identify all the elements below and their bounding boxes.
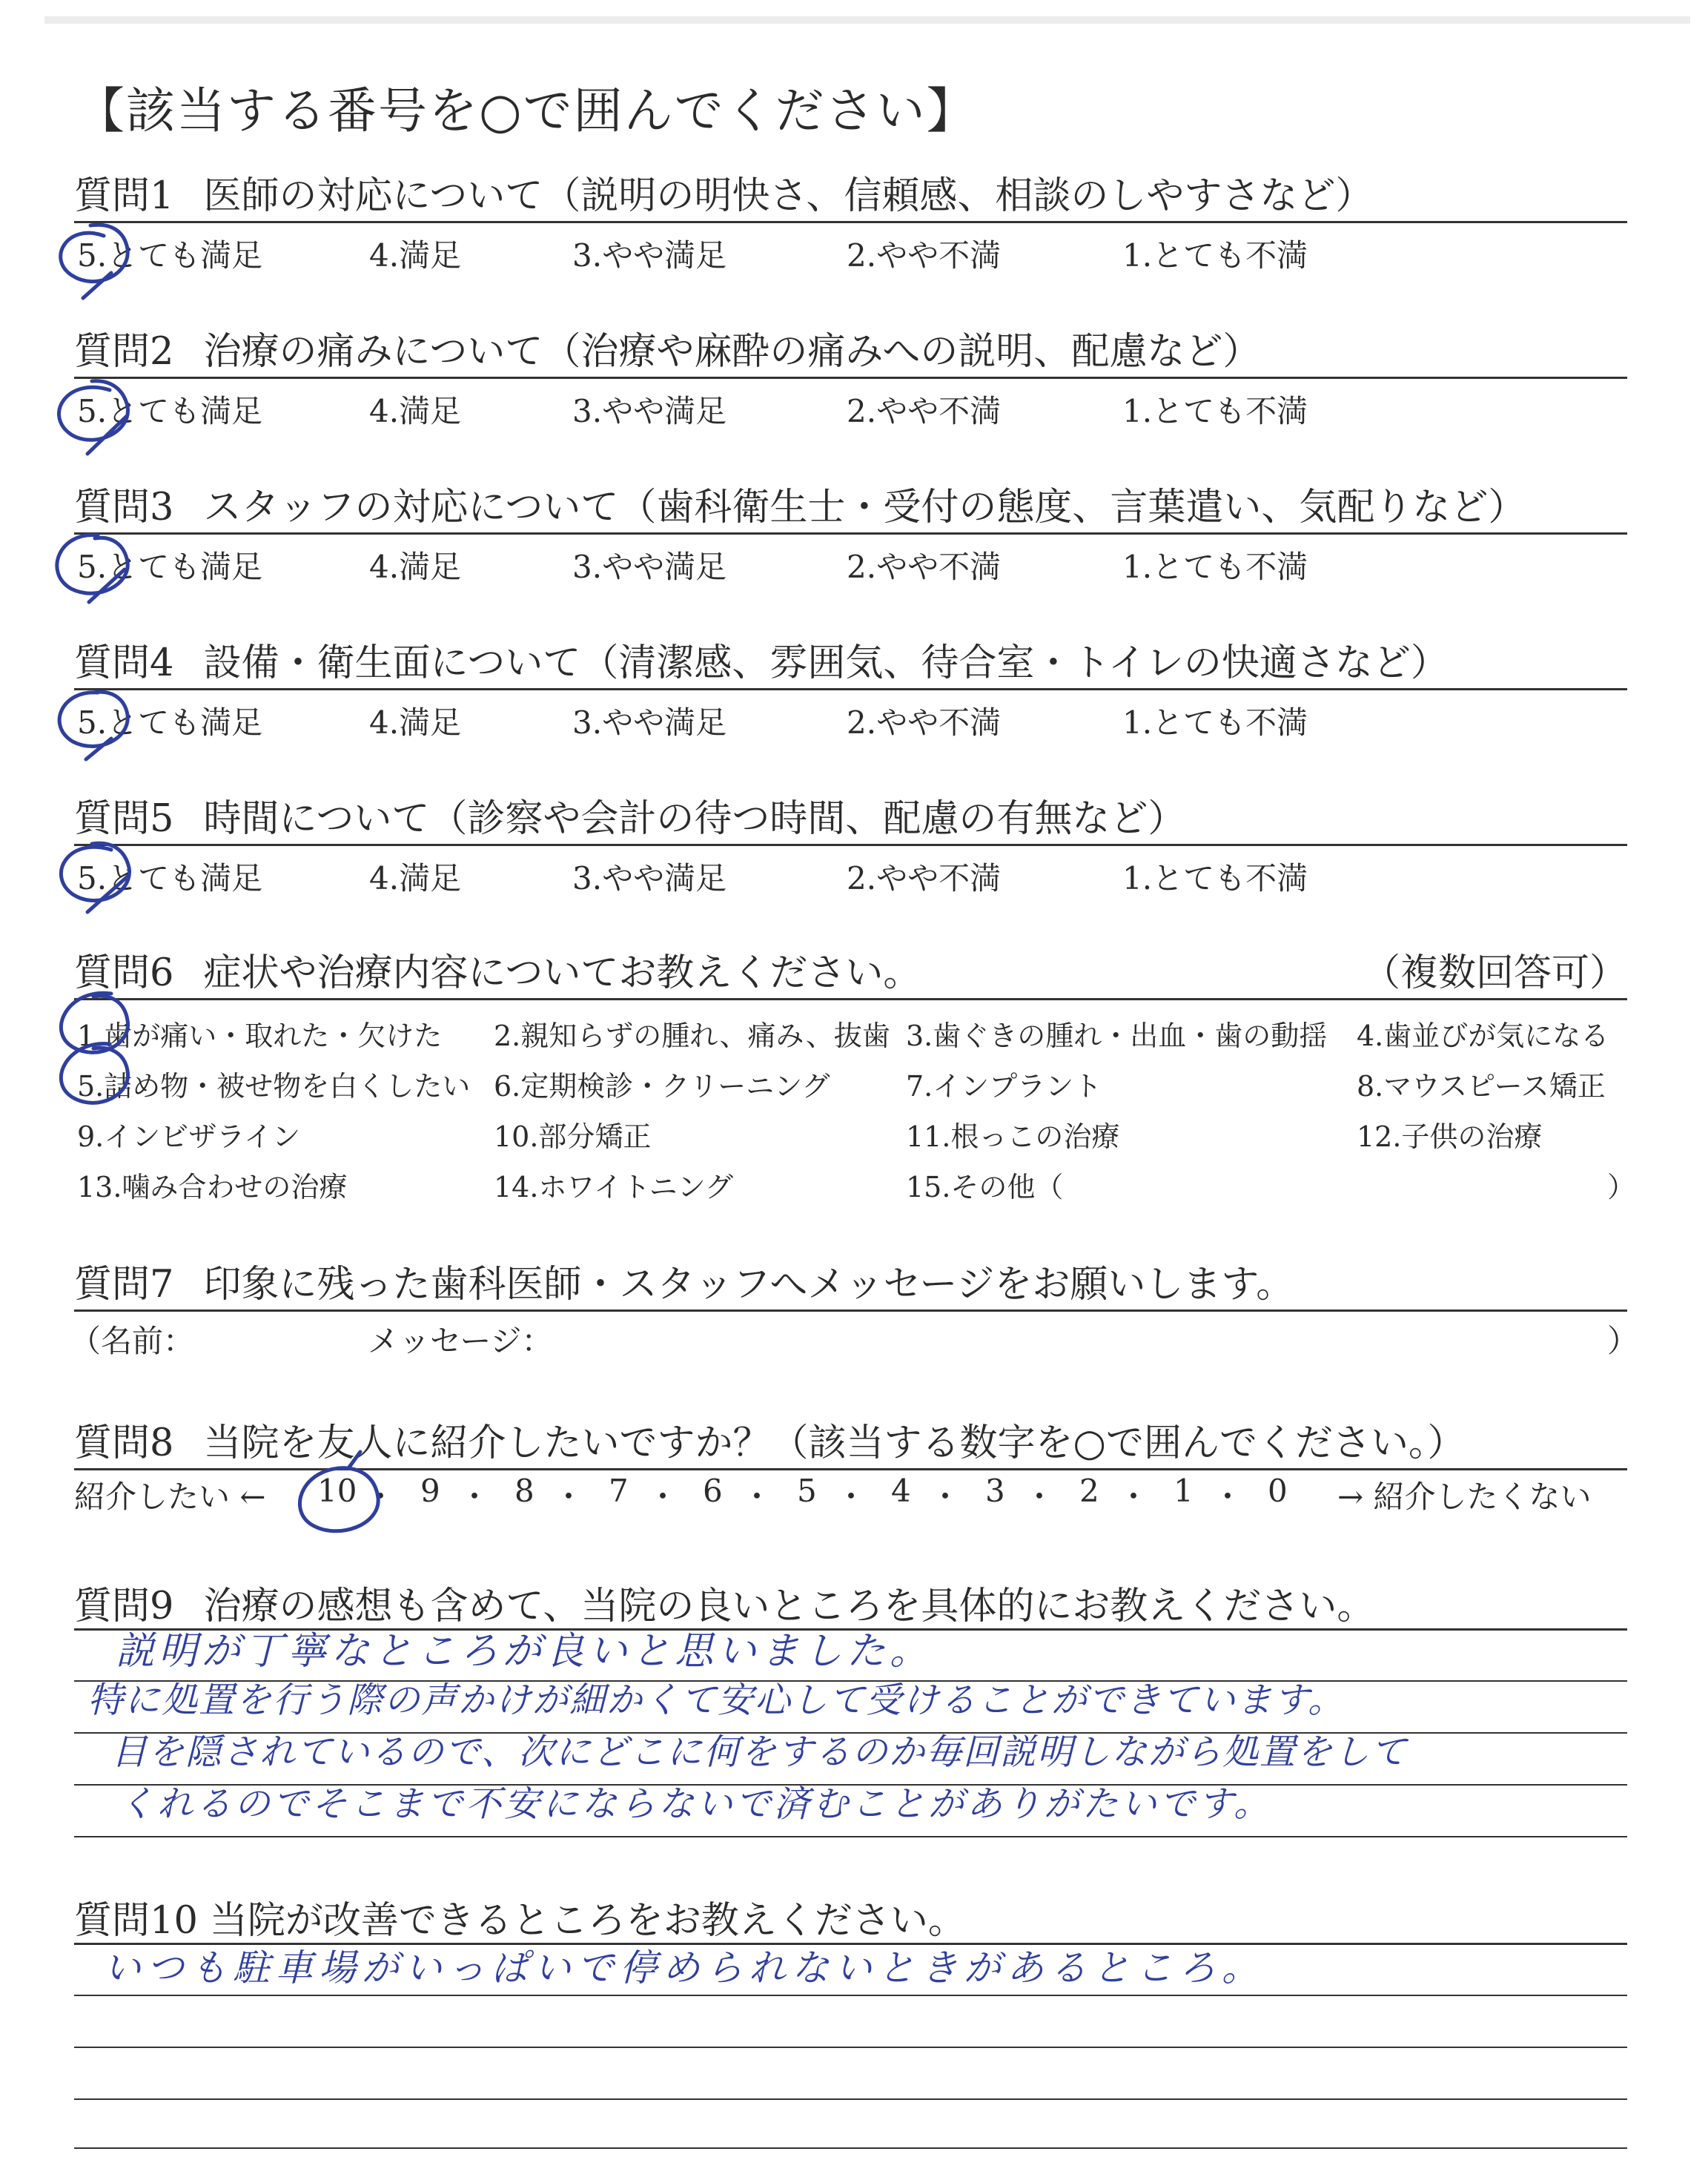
scale-separator: ・ xyxy=(741,1479,773,1515)
recommend-score-4[interactable]: 4 xyxy=(891,1473,911,1509)
q4-option-4[interactable]: 4.満足 xyxy=(369,704,462,741)
question-4 xyxy=(74,632,1449,687)
q5-option-5[interactable]: 5.とても満足 xyxy=(77,860,263,896)
q1-option-3[interactable]: 3.やや満足 xyxy=(572,237,727,274)
page-title: 【該当する番号を○で囲んでください】 xyxy=(76,82,977,139)
recommend-score-8[interactable]: 8 xyxy=(514,1473,534,1509)
question-text: スタッフの対応について（歯科衛生士・受付の態度、言葉遣い、気配りなど） xyxy=(203,486,1526,529)
question-number: 質問5 xyxy=(74,797,174,841)
scale-separator: ・ xyxy=(1212,1479,1244,1515)
scale-separator: ・ xyxy=(930,1479,961,1515)
q6-option-11[interactable]: 11.根っこの治療 xyxy=(906,1120,1120,1153)
question-number: 質問3 xyxy=(74,486,174,529)
question-text: 設備・衛生面について（清潔感、雰囲気、待合室・トイレの快適さなど） xyxy=(203,641,1449,685)
q10-answer-line-1[interactable]: いつも駐車場がいっぱいで停められないときがあるところ。 xyxy=(104,1946,1265,1989)
answer-line xyxy=(74,2147,1627,2149)
question-8 xyxy=(74,1412,1465,1467)
divider xyxy=(74,221,1627,223)
q2-option-4[interactable]: 4.満足 xyxy=(369,393,462,429)
q9-answer-line-1[interactable]: 説明が丁寧なところが良いと思いました。 xyxy=(116,1629,933,1674)
q9-answer-line-2[interactable]: 特に処置を行う際の声かけが細かくて安心して受けることができています。 xyxy=(87,1680,1345,1721)
q6-option-5[interactable]: 5.詰め物・被せ物を白くしたい xyxy=(77,1070,471,1103)
q6-option-9[interactable]: 9.インビザライン xyxy=(77,1120,301,1153)
q1-option-2[interactable]: 2.やや不満 xyxy=(847,237,1002,274)
question-number: 質問8 xyxy=(74,1421,174,1465)
q4-option-5[interactable]: 5.とても満足 xyxy=(77,704,263,741)
question-text: 印象に残った歯科医師・スタッフへメッセージをお願いします。 xyxy=(203,1263,1294,1307)
scale-separator: ・ xyxy=(1118,1479,1150,1515)
q4-option-2[interactable]: 2.やや不満 xyxy=(847,704,1002,741)
question-3 xyxy=(74,476,1526,531)
answer-line xyxy=(74,1836,1627,1837)
scale-separator: ・ xyxy=(365,1479,397,1515)
message-label: メッセージ： xyxy=(368,1323,553,1359)
message-close: ） xyxy=(1607,1323,1639,1359)
recommend-score-1[interactable]: 1 xyxy=(1174,1473,1194,1509)
question-10 xyxy=(74,1889,966,1944)
question-text: 当院を友人に紹介したいですか？（該当する数字を○で囲んでください。） xyxy=(203,1421,1466,1465)
recommend-left-label: 紹介したい ← xyxy=(74,1479,266,1515)
scale-separator: ・ xyxy=(553,1479,585,1515)
answer-line xyxy=(74,2047,1627,2048)
question-text: 症状や治療内容についてお教えください。 xyxy=(203,951,921,995)
recommend-score-2[interactable]: 2 xyxy=(1079,1473,1099,1509)
scale-separator: ・ xyxy=(459,1479,491,1515)
q2-option-3[interactable]: 3.やや満足 xyxy=(572,393,727,429)
recommend-right-label: → 紹介したくない xyxy=(1337,1479,1592,1515)
q6-option-6[interactable]: 6.定期検診・クリーニング xyxy=(494,1070,830,1103)
recommend-score-0[interactable]: 0 xyxy=(1268,1473,1288,1509)
q1-option-5[interactable]: 5.とても満足 xyxy=(77,237,263,274)
q9-answer-line-3[interactable]: 目を隠されているので、次にどこに何をするのか毎回説明しながら処置をして xyxy=(111,1731,1409,1773)
recommend-score-6[interactable]: 6 xyxy=(703,1473,723,1509)
divider xyxy=(74,688,1627,690)
q4-option-1[interactable]: 1.とても不満 xyxy=(1122,704,1308,741)
q9-answer-line-4[interactable]: くれるのでそこまで不安にならないで済むことがありがたいです。 xyxy=(119,1783,1273,1825)
q4-option-3[interactable]: 3.やや満足 xyxy=(572,704,727,741)
q6-option-7[interactable]: 7.インプラント xyxy=(906,1070,1102,1103)
q3-option-5[interactable]: 5.とても満足 xyxy=(77,549,263,585)
name-label: （名前： xyxy=(70,1323,195,1359)
question-text: 当院が改善できるところをお教えください。 xyxy=(209,1899,966,1943)
q6-option-1[interactable]: 1.歯が痛い・取れた・欠けた xyxy=(77,1020,443,1052)
scan-top-edge xyxy=(44,16,1690,24)
divider xyxy=(74,377,1627,379)
q6-option-4[interactable]: 4.歯並びが気になる xyxy=(1357,1020,1609,1052)
q3-option-4[interactable]: 4.満足 xyxy=(369,549,462,585)
question-number: 質問9 xyxy=(74,1585,174,1628)
scale-separator: ・ xyxy=(647,1479,679,1515)
q1-option-1[interactable]: 1.とても不満 xyxy=(1122,237,1308,274)
divider xyxy=(74,844,1627,846)
q6-option-13[interactable]: 13.噛み合わせの治療 xyxy=(77,1171,348,1203)
q3-option-3[interactable]: 3.やや満足 xyxy=(572,549,727,585)
q6-option-8[interactable]: 8.マウスピース矯正 xyxy=(1357,1070,1606,1103)
q1-option-4[interactable]: 4.満足 xyxy=(369,237,462,274)
question-number: 質問1 xyxy=(74,174,174,218)
q5-option-3[interactable]: 3.やや満足 xyxy=(572,860,727,896)
question-5 xyxy=(74,787,1185,842)
q3-option-1[interactable]: 1.とても不満 xyxy=(1122,549,1308,585)
question-text: 医師の対応について（説明の明快さ、信頼感、相談のしやすさなど） xyxy=(203,174,1374,218)
answer-line xyxy=(74,1995,1627,1996)
question-text: 治療の痛みについて（治療や麻酔の痛みへの説明、配慮など） xyxy=(203,330,1261,374)
question-6 xyxy=(74,942,921,997)
question-text: 治療の感想も含めて、当院の良いところを具体的にお教えください。 xyxy=(203,1585,1375,1628)
q6-option-10[interactable]: 10.部分矯正 xyxy=(494,1120,652,1153)
question-2 xyxy=(74,320,1260,375)
q6-option-2[interactable]: 2.親知らずの腫れ、痛み、抜歯 xyxy=(494,1020,890,1052)
recommend-score-9[interactable]: 9 xyxy=(420,1473,440,1509)
recommend-score-7[interactable]: 7 xyxy=(609,1473,629,1509)
question-number: 質問10 xyxy=(74,1899,198,1943)
divider xyxy=(74,1309,1627,1312)
q2-option-2[interactable]: 2.やや不満 xyxy=(847,393,1002,429)
question-text: 時間について（診察や会計の待つ時間、配慮の有無など） xyxy=(203,797,1186,841)
answer-line xyxy=(74,2098,1627,2100)
q2-option-1[interactable]: 1.とても不満 xyxy=(1122,393,1308,429)
divider xyxy=(74,998,1627,1000)
q6-option-14[interactable]: 14.ホワイトニング xyxy=(494,1171,734,1203)
q3-option-2[interactable]: 2.やや不満 xyxy=(847,549,1002,585)
scale-separator: ・ xyxy=(1024,1479,1056,1515)
divider xyxy=(74,532,1627,535)
recommend-score-10[interactable]: 10 xyxy=(317,1473,357,1509)
q6-option-15-close: ） xyxy=(1607,1171,1636,1203)
q6-option-3[interactable]: 3.歯ぐきの腫れ・出血・歯の動揺 xyxy=(906,1020,1328,1052)
q6-option-12[interactable]: 12.子供の治療 xyxy=(1357,1120,1543,1153)
multiple-answers-note: （複数回答可） xyxy=(1363,951,1628,995)
question-number: 質問4 xyxy=(74,641,174,685)
q6-option-15[interactable]: 15.その他（ xyxy=(906,1171,1064,1203)
question-number: 質問2 xyxy=(74,330,174,374)
question-number: 質問7 xyxy=(74,1263,174,1307)
divider xyxy=(74,1468,1627,1470)
q5-option-2[interactable]: 2.やや不満 xyxy=(847,860,1002,896)
scale-separator: ・ xyxy=(835,1479,867,1515)
question-1 xyxy=(74,165,1373,219)
q5-option-1[interactable]: 1.とても不満 xyxy=(1122,860,1308,896)
recommend-score-3[interactable]: 3 xyxy=(985,1473,1005,1509)
q2-option-5[interactable]: 5.とても満足 xyxy=(77,393,263,429)
q5-option-4[interactable]: 4.満足 xyxy=(369,860,462,896)
question-7 xyxy=(74,1253,1294,1308)
question-number: 質問6 xyxy=(74,951,174,995)
recommend-score-5[interactable]: 5 xyxy=(797,1473,817,1509)
